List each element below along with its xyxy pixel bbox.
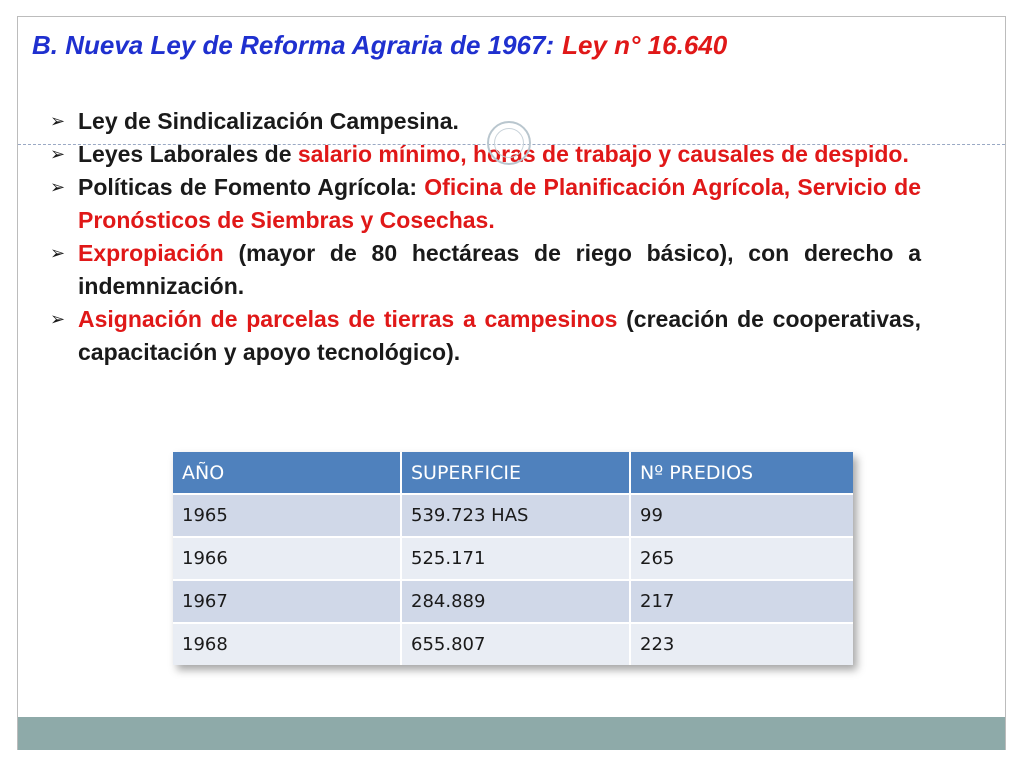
arrow-bullet-icon: ➢ — [50, 177, 66, 197]
arrow-bullet-icon: ➢ — [50, 111, 66, 131]
table-header-row — [173, 452, 853, 494]
slide-title — [32, 30, 727, 61]
cell-area: 284.889 — [401, 580, 630, 623]
cell-year: 1967 — [173, 580, 401, 623]
data-table — [173, 452, 853, 665]
cell-area: 655.807 — [401, 623, 630, 665]
title-law-number: Ley n° 16.640 — [562, 30, 728, 60]
bullet-text: (creación de cooperativas, capacitación y apoyo tecnológico). — [78, 306, 921, 365]
bullet-item — [48, 105, 921, 138]
cell-properties: 99 — [630, 494, 853, 537]
cell-properties: 265 — [630, 537, 853, 580]
highlighted-text: Asignación de parcelas de tierras a campesinos — [78, 306, 618, 332]
arrow-bullet-icon: ➢ — [50, 309, 66, 329]
cell-area: 525.171 — [401, 537, 630, 580]
bullet-item — [48, 138, 921, 171]
highlighted-text: Oficina de Planificación Agrícola, Servicio de Pronósticos de Siembras y Cosechas. — [78, 174, 921, 233]
cell-year: 1968 — [173, 623, 401, 665]
footer-bar — [18, 717, 1005, 750]
arrow-bullet-icon: ➢ — [50, 243, 66, 263]
cell-properties: 217 — [630, 580, 853, 623]
arrow-bullet-icon: ➢ — [50, 144, 66, 164]
header-area: SUPERFICIE — [401, 452, 630, 494]
cell-year: 1965 — [173, 494, 401, 537]
bullet-item — [48, 237, 921, 303]
data-table-container — [173, 452, 853, 665]
bullet-text: Ley de Sindicalización Campesina. — [78, 108, 459, 134]
cell-year: 1966 — [173, 537, 401, 580]
table-row — [173, 623, 853, 665]
cell-properties: 223 — [630, 623, 853, 665]
bullet-text: Leyes Laborales de — [78, 141, 298, 167]
bullet-text: Políticas de Fomento Agrícola: — [78, 174, 425, 200]
table-row — [173, 494, 853, 537]
bullet-item — [48, 171, 921, 237]
highlighted-text: Expropiación — [78, 240, 224, 266]
title-main: B. Nueva Ley de Reforma Agraria de 1967: — [32, 30, 555, 60]
bullet-list — [48, 105, 921, 369]
bullet-text: (mayor de 80 hectáreas de riego básico), con derecho a indemnización. — [78, 240, 921, 299]
header-properties: Nº PREDIOS — [630, 452, 853, 494]
cell-area: 539.723 HAS — [401, 494, 630, 537]
header-year: AÑO — [173, 452, 401, 494]
bullet-item — [48, 303, 921, 369]
table-row — [173, 580, 853, 623]
ring-decoration-icon — [487, 121, 531, 165]
table-row — [173, 537, 853, 580]
highlighted-text: salario mínimo, horas de trabajo y causales de despido. — [297, 141, 909, 167]
